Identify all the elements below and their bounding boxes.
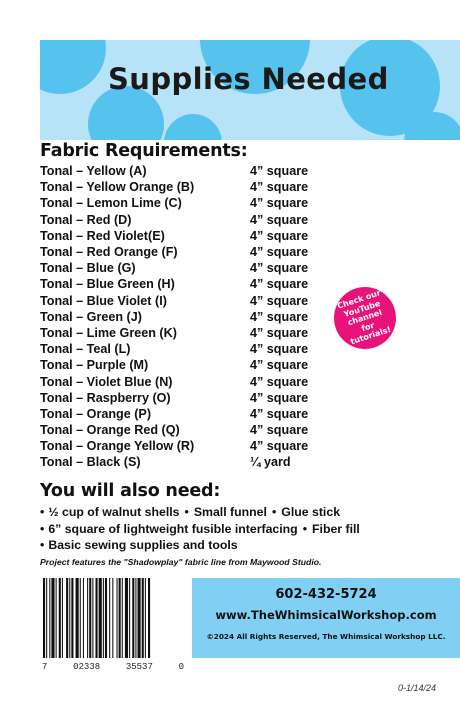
supply-item: Glue stick — [281, 505, 341, 520]
barcode-digits — [42, 662, 184, 672]
barcode-bar — [83, 578, 84, 658]
fabric-name: Tonal – Yellow Orange (B) — [40, 180, 195, 195]
fabric-amount: 4” square — [250, 358, 309, 373]
fabric-amount: 4” square — [250, 164, 309, 179]
fabric-row — [40, 438, 310, 454]
fabric-amount: 4” square — [250, 261, 309, 276]
barcode-digit-group: 02338 — [73, 662, 101, 672]
fabric-amount: 4” square — [250, 342, 309, 357]
fabric-name: Tonal – Blue Green (H) — [40, 277, 175, 292]
supply-item: Basic sewing supplies and tools — [48, 538, 238, 553]
barcode-bar — [76, 578, 79, 658]
fabric-row — [40, 163, 310, 179]
barcode-bar — [142, 578, 144, 658]
barcode-bar — [49, 578, 50, 658]
fabric-row — [40, 212, 310, 228]
barcode-bar — [96, 578, 98, 658]
fabric-row — [40, 341, 310, 357]
fabric-amount: 4” square — [250, 245, 309, 260]
fabric-row — [40, 195, 310, 211]
fabric-name: Tonal – Purple (M) — [40, 358, 149, 373]
barcode-bar — [122, 578, 123, 658]
fabric-row — [40, 260, 310, 276]
fabric-row — [40, 422, 310, 438]
fabric-requirements-list — [40, 163, 310, 471]
barcode-bar — [109, 578, 110, 658]
barcode-bar — [46, 578, 47, 658]
fabric-requirements-heading: Fabric Requirements: — [40, 141, 248, 161]
barcode-bar — [99, 578, 102, 658]
supply-item: ½ cup of walnut shells — [48, 505, 180, 520]
fabric-name: Tonal – Red (D) — [40, 212, 132, 227]
barcode-bar — [62, 578, 63, 658]
fabric-name: Tonal – Lemon Lime (C) — [40, 196, 182, 211]
fabric-amount: 4” square — [250, 212, 309, 227]
fabric-name: Tonal – Orange (P) — [40, 406, 152, 421]
barcode-bar — [87, 578, 88, 658]
fabric-row — [40, 406, 310, 422]
copyright-notice: ©2024 All Rights Reserved, The Whimsical Workshop LLC. — [206, 632, 446, 641]
contact-panel — [192, 578, 460, 658]
also-need-list — [40, 504, 360, 554]
fabric-amount: 4” square — [250, 390, 309, 405]
bullet: • — [40, 521, 45, 536]
fabric-name: Tonal – Lime Green (K) — [40, 325, 177, 340]
barcode-bar — [92, 578, 93, 658]
bullet: • — [184, 505, 189, 520]
also-need-line — [40, 504, 360, 521]
fabric-amount: 4” square — [250, 423, 309, 438]
barcode-bar — [89, 578, 91, 658]
banner-dot — [164, 114, 222, 140]
barcode-bar — [138, 578, 141, 658]
fabric-row — [40, 325, 310, 341]
youtube-callout-text: Check our YouTube channel for tutorials! — [336, 288, 393, 347]
barcode-bar — [80, 578, 81, 658]
barcode-bar — [145, 578, 146, 658]
fabric-row — [40, 454, 310, 470]
revision-code: 0-1/14/24 — [398, 683, 437, 693]
barcode-digit-group: 35537 — [125, 662, 153, 672]
fabric-amount: 4” square — [250, 325, 309, 340]
barcode-bar — [69, 578, 70, 658]
fabric-amount: 4” square — [250, 228, 309, 243]
also-need-line — [40, 521, 360, 538]
fabric-row — [40, 373, 310, 389]
fabric-name: Tonal – Violet Blue (N) — [40, 374, 173, 389]
fabric-row — [40, 357, 310, 373]
phone-number: 602-432-5724 — [275, 587, 377, 602]
fabric-name: Tonal – Red Violet(E) — [40, 228, 165, 243]
supply-item: Small funnel — [193, 505, 267, 520]
fabric-row — [40, 179, 310, 195]
barcode-bar — [112, 578, 113, 658]
fabric-name: Tonal – Blue (G) — [40, 261, 136, 276]
fabric-row — [40, 276, 310, 292]
fabric-name: Tonal – Blue Violet (I) — [40, 293, 167, 308]
fabric-row — [40, 309, 310, 325]
fabric-amount: 4” square — [250, 293, 309, 308]
fabric-name: Tonal – Red Orange (F) — [40, 245, 178, 260]
fabric-amount: 4” square — [250, 406, 309, 421]
barcode-digit-group: 7 — [42, 662, 48, 672]
barcode-bar — [59, 578, 61, 658]
barcode-bar — [56, 578, 57, 658]
bullet: • — [40, 538, 45, 553]
barcode-bar — [43, 578, 45, 658]
fabric-name: Tonal – Green (J) — [40, 309, 142, 324]
fabric-name: Tonal – Teal (L) — [40, 342, 131, 357]
fabric-name: Tonal – Raspberry (O) — [40, 390, 171, 405]
fabric-name: Tonal – Orange Red (Q) — [40, 423, 180, 438]
website-link[interactable]: www.TheWhimsicalWorkshop.com — [215, 608, 437, 622]
barcode-bar — [148, 578, 150, 658]
barcode-bar — [103, 578, 104, 658]
barcode-bar — [117, 578, 118, 658]
fabric-line-note: Project features the "Shadowplay" fabric line from Maywood Studio. — [40, 557, 322, 567]
fabric-row — [40, 228, 310, 244]
barcode-bar — [105, 578, 107, 658]
youtube-callout-bubble — [326, 279, 404, 357]
barcode — [40, 578, 180, 658]
also-need-heading: You will also need: — [40, 481, 221, 501]
barcode-bar — [71, 578, 73, 658]
supply-item: 6” square of lightweight fusible interfacing — [48, 521, 298, 536]
supply-item: Fiber fill — [312, 521, 360, 536]
bullet: • — [271, 505, 277, 520]
also-need-line — [40, 537, 360, 554]
fabric-amount: 4” square — [250, 374, 309, 389]
fabric-name: Tonal – Yellow (A) — [40, 164, 147, 179]
barcode-digit-group: 0 — [178, 662, 184, 672]
fabric-row — [40, 244, 310, 260]
barcode-bar — [119, 578, 121, 658]
fabric-row — [40, 390, 310, 406]
fabric-amount: 4” square — [250, 309, 309, 324]
barcode-bar — [135, 578, 136, 658]
barcode-bar — [66, 578, 68, 658]
fabric-amount: ¼ yard — [250, 455, 291, 470]
fabric-amount: 4” square — [250, 180, 309, 195]
fabric-amount: 4” square — [250, 439, 309, 454]
banner-dot — [40, 40, 106, 94]
barcode-bar — [129, 578, 130, 658]
fabric-name: Tonal – Black (S) — [40, 455, 141, 470]
page-title: Supplies Needed — [108, 62, 389, 96]
barcode-bar — [125, 578, 128, 658]
bullet: • — [302, 521, 308, 536]
fabric-amount: 4” square — [250, 277, 309, 292]
bullet: • — [40, 505, 45, 520]
fabric-row — [40, 293, 310, 309]
fabric-amount: 4” square — [250, 196, 309, 211]
title-banner — [40, 40, 460, 140]
fabric-name: Tonal – Orange Yellow (R) — [40, 439, 195, 454]
barcode-bar — [51, 578, 54, 658]
barcode-bar — [132, 578, 134, 658]
